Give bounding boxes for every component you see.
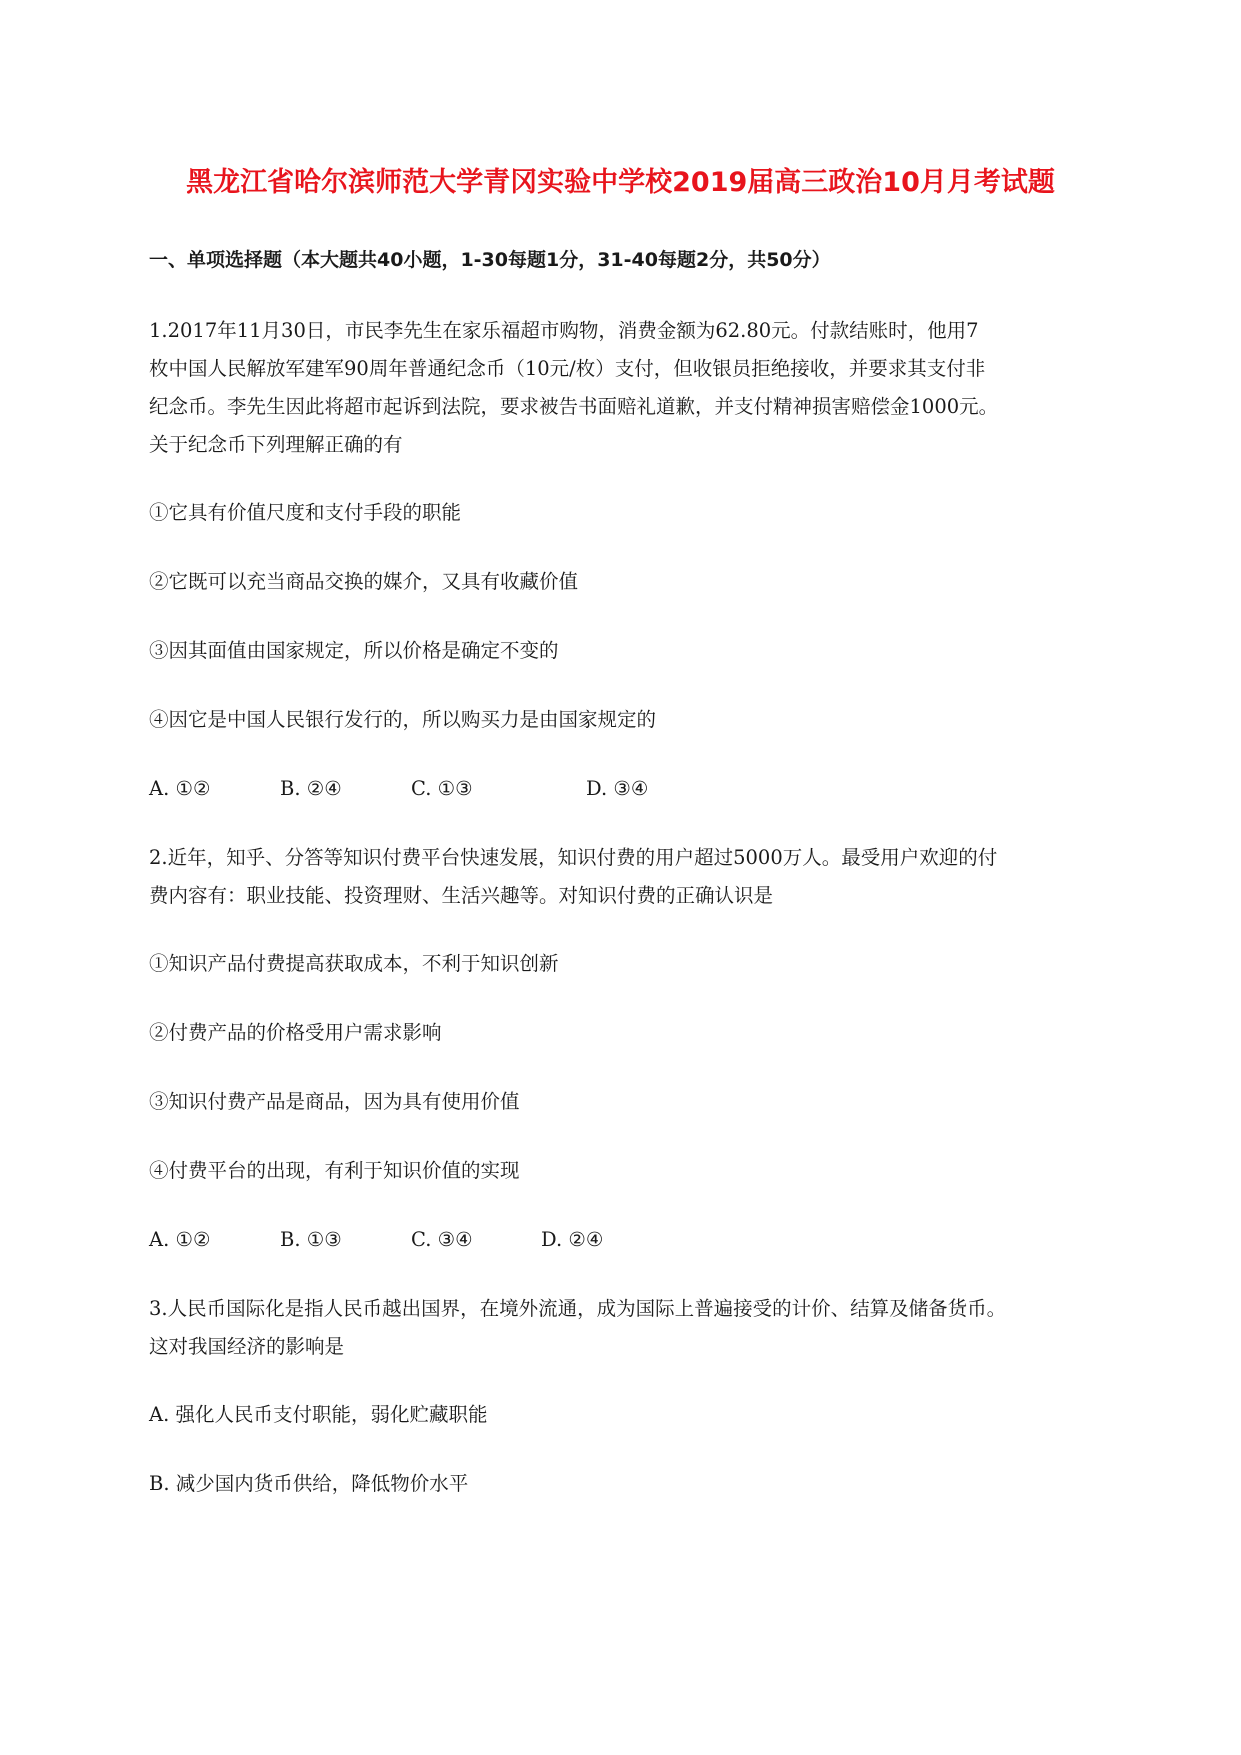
statement-option: ②付费产品的价格受用户需求影响 xyxy=(149,1021,442,1044)
stem-line: 关于纪念币下列理解正确的有 xyxy=(149,433,403,456)
statement-option: ①它具有价值尺度和支付手段的职能 xyxy=(149,501,462,524)
choice-b: B. ②④ xyxy=(280,777,342,800)
questions-content xyxy=(149,312,1099,1534)
section-heading: 一、单项选择题（本大题共40小题，1-30每题1分，31-40每题2分，共50分） xyxy=(149,249,831,271)
answer-option: A. 强化人民币支付职能，弱化贮藏职能 xyxy=(149,1403,488,1426)
statement-option: ④因它是中国人民银行发行的，所以购买力是由国家规定的 xyxy=(149,708,657,731)
statement-option: ③因其面值由国家规定，所以价格是确定不变的 xyxy=(149,639,559,662)
question-stem xyxy=(149,1290,1099,1366)
stem-line: 3.人民币国际化是指人民币越出国界，在境外流通，成为国际上普遍接受的计价、结算及储备货币。 xyxy=(149,1297,1007,1320)
choice-b: B. ①③ xyxy=(280,1228,342,1251)
question-stem xyxy=(149,839,1099,915)
answer-choices xyxy=(149,770,1099,808)
statement-option: ④付费平台的出现，有利于知识价值的实现 xyxy=(149,1159,520,1182)
choice-c: C. ③④ xyxy=(411,1228,473,1251)
statement-option: ③知识付费产品是商品，因为具有使用价值 xyxy=(149,1090,520,1113)
question-stem xyxy=(149,312,1099,464)
choice-d: D. ②④ xyxy=(541,1228,604,1251)
choice-a: A. ①② xyxy=(149,1228,211,1251)
stem-line: 2.近年，知乎、分答等知识付费平台快速发展，知识付费的用户超过5000万人。最受用户欢迎的付 xyxy=(149,846,998,869)
stem-line: 这对我国经济的影响是 xyxy=(149,1335,345,1358)
question-1 xyxy=(149,312,1099,808)
answer-choices xyxy=(149,1221,1099,1259)
question-2 xyxy=(149,839,1099,1259)
stem-line: 枚中国人民解放军建军90周年普通纪念币（10元/枚）支付，但收银员拒绝接收，并要求其支付非 xyxy=(149,357,986,380)
statement-option: ②它既可以充当商品交换的媒介，又具有收藏价值 xyxy=(149,570,579,593)
stem-line: 1.2017年11月30日，市民李先生在家乐福超市购物，消费金额为62.80元。付款结账时，他用7 xyxy=(149,319,979,342)
stem-line: 纪念币。李先生因此将超市起诉到法院，要求被告书面赔礼道歉，并支付精神损害赔偿金1000元。 xyxy=(149,395,999,418)
choice-a: A. ①② xyxy=(149,777,211,800)
choice-c: C. ①③ xyxy=(411,777,473,800)
question-3 xyxy=(149,1290,1099,1503)
answer-option: B. 减少国内货币供给，降低物价水平 xyxy=(149,1472,469,1495)
stem-line: 费内容有：职业技能、投资理财、生活兴趣等。对知识付费的正确认识是 xyxy=(149,884,774,907)
statement-option: ①知识产品付费提高获取成本，不利于知识创新 xyxy=(149,952,559,975)
choice-d: D. ③④ xyxy=(586,777,649,800)
document-title: 黑龙江省哈尔滨师范大学青冈实验中学校2019届高三政治10月月考试题 xyxy=(186,167,1055,198)
